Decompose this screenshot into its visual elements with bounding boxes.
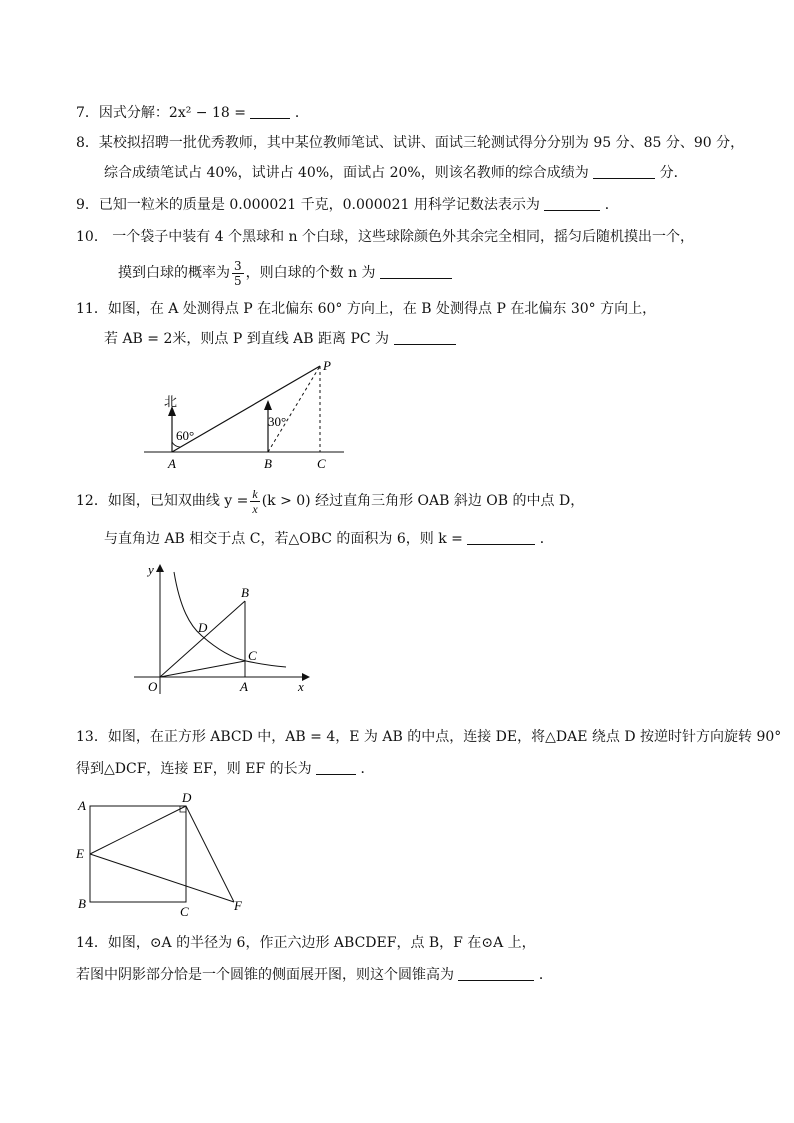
question-14-line2: 若图中阴影部分恰是一个圆锥的侧面展开图，则这个圆锥高为 ． — [76, 967, 553, 983]
q11-answer-blank[interactable] — [394, 330, 456, 345]
probability-fraction: $\frac{3}{5}$ — [234, 258, 242, 288]
point-a-label: A — [168, 456, 176, 471]
question-8-line2: 综合成绩笔试占 40%，试讲占 40%，面试占 20%，则该名教师的综合成绩为 分． — [104, 165, 688, 181]
point-b-label: B — [264, 456, 272, 471]
question-8-line1: 8．某校拟招聘一批优秀教师，其中某位教师笔试、试讲、面试三轮测试得分分别为 95 分、85 分、90 分， — [76, 135, 745, 151]
question-14-line1: 14．如图，⊙A 的半径为 6，作正六边形 ABCDEF，点 B，F 在⊙A 上， — [76, 935, 536, 951]
q7-text: 7．因式分解：2x² − 18 = — [76, 105, 246, 121]
point-f-label: F — [234, 898, 242, 913]
north-label: 北 — [164, 394, 178, 409]
q8-answer-blank[interactable] — [593, 164, 655, 179]
point-c-label: C — [248, 648, 257, 663]
q13-figure — [72, 788, 252, 920]
q9-answer-blank[interactable] — [544, 196, 600, 211]
point-p-label: P — [323, 358, 331, 373]
question-10-line1: 10． 一个袋子中装有 4 个黑球和 n 个白球，这些球除颜色外其余完全相同，摇匀后随机摸出一个， — [76, 229, 694, 245]
point-c-label: C — [317, 456, 326, 471]
point-c-label: C — [180, 904, 189, 919]
angle-30-label: 30° — [268, 414, 287, 429]
segment-ef — [90, 854, 234, 902]
point-b-label: B — [78, 896, 86, 911]
question-7: 7．因式分解：2x² − 18 = ． — [76, 105, 309, 121]
arrow-head-b — [264, 400, 272, 410]
line-bp — [268, 366, 320, 452]
point-a-label: A — [240, 679, 248, 694]
q7-answer-blank[interactable] — [250, 104, 290, 119]
question-13-line1: 13．如图，在正方形 ABCD 中，AB = 4，E 为 AB 的中点，连接 DE，将△DAE 绕点 D 按逆时针方向旋转 90° — [76, 729, 782, 745]
question-13-line2: 得到△DCF，连接 EF，则 EF 的长为 ． — [76, 761, 375, 777]
hyperbola-curve — [174, 572, 286, 667]
hyperbola-fraction: $\frac{k}{x}$ — [252, 486, 258, 516]
q12-figure — [128, 560, 318, 696]
question-10-line2: 摸到白球的概率为 $\frac{3}{5}$ ，则白球的个数 n 为 — [118, 258, 452, 288]
point-d-label: D — [182, 790, 192, 805]
q11-figure — [140, 358, 360, 474]
angle-60-label: 60° — [176, 428, 195, 443]
segment-ob — [160, 601, 245, 677]
point-o-label: O — [148, 679, 158, 694]
segment-oc — [160, 661, 245, 677]
y-axis-label: y — [148, 562, 154, 577]
y-axis-arrow — [156, 564, 164, 572]
question-12-line1: 12．如图，已知双曲线 y = $\frac{k}{x}$ (k > 0) 经过直角三角形 OAB 斜边 OB 的中点 D， — [76, 486, 585, 516]
q10-answer-blank[interactable] — [380, 264, 452, 279]
q14-answer-blank[interactable] — [458, 966, 534, 981]
square-abcd — [90, 806, 186, 902]
q13-answer-blank[interactable] — [316, 760, 356, 775]
question-11-line2: 若 AB = 2米，则点 P 到直线 AB 距离 PC 为 — [104, 330, 456, 348]
point-d-label: D — [198, 620, 208, 635]
point-b-label: B — [241, 585, 249, 600]
question-12-line2: 与直角边 AB 相交于点 C，若△OBC 的面积为 6，则 k = ． — [104, 531, 554, 547]
point-a-label: A — [78, 798, 86, 813]
point-e-label: E — [76, 846, 84, 861]
question-11-line1: 11．如图，在 A 处测得点 P 在北偏东 60° 方向上，在 B 处测得点 P 在北偏东 30° 方向上， — [76, 301, 657, 317]
question-9: 9．已知一粒米的质量是 0.000021 千克，0.000021 用科学记数法表示为 ． — [76, 197, 619, 213]
x-axis-label: x — [298, 679, 304, 694]
segment-ed — [90, 806, 186, 854]
q12-answer-blank[interactable] — [467, 530, 535, 545]
segment-df — [186, 806, 234, 902]
